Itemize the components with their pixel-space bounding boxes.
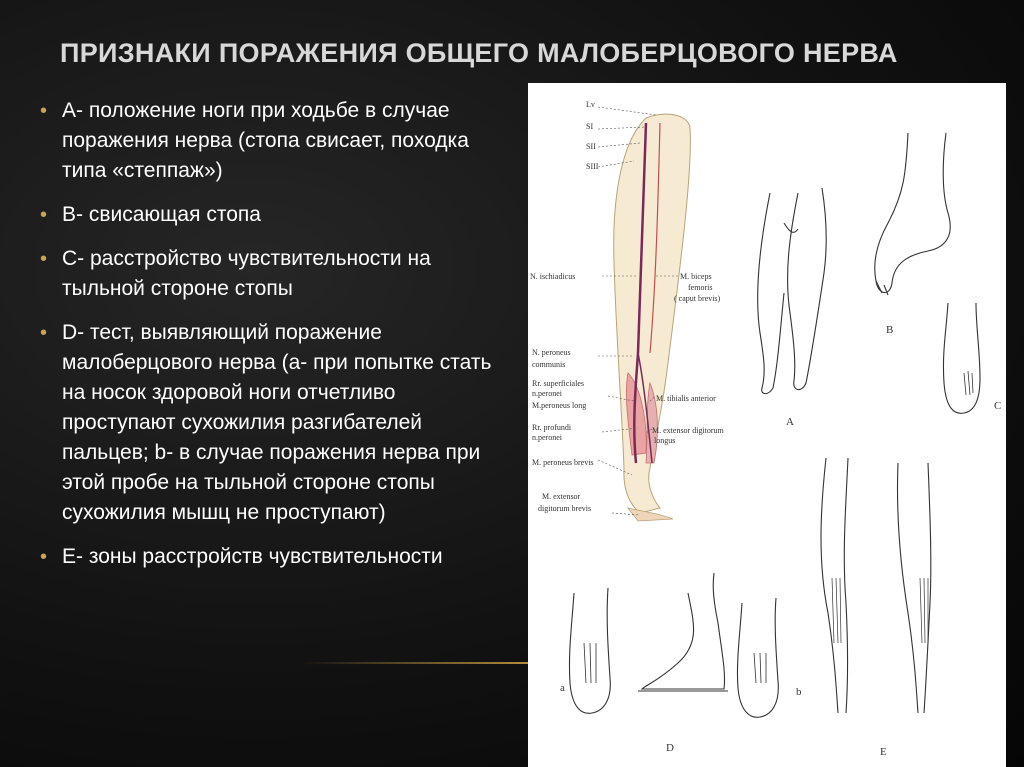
panel-letter-b-lower: b <box>796 686 802 698</box>
foot-sensory-drawing <box>943 303 980 413</box>
label-m-extensor-digitorum: M. extensor digitorum <box>652 426 724 435</box>
label-rr-profundi: Rr. profundi <box>532 423 572 432</box>
bullet-text: E- зоны расстройств чувствительности <box>62 545 443 568</box>
panel-letter-d: D <box>666 742 674 754</box>
label-m-tibialis-anterior: M. tibialis anterior <box>656 394 716 403</box>
label-femoris: femoris <box>688 283 713 292</box>
bullet-text: A- положение ноги при ходьбе в случае поражения нерва (стопа свисает, походка типа «степпаж») <box>62 99 469 182</box>
bullet-item-a <box>36 96 514 186</box>
bullet-icon: • <box>40 322 48 344</box>
legs-walking-drawing <box>758 188 827 394</box>
bullet-icon: • <box>40 248 48 270</box>
label-n-peronei-sup: n.peronei <box>532 389 562 398</box>
test-feet-drawing <box>569 573 778 717</box>
panel-letter-e: E <box>880 746 887 758</box>
hanging-foot-drawing <box>875 133 950 295</box>
bullet-item-d <box>36 318 514 528</box>
label-communis: communis <box>532 360 566 369</box>
root-labels <box>586 100 599 171</box>
anatomy-labels-left <box>530 272 594 513</box>
root-label-s1: SI <box>586 122 594 131</box>
root-label-s2: SII <box>586 142 596 151</box>
panel-letter-a-upper: A <box>786 416 794 428</box>
label-n-peroneus: N. peroneus <box>532 348 571 357</box>
bullet-icon: • <box>40 100 48 122</box>
panel-letter-b-upper: B <box>886 324 894 336</box>
bullet-list <box>36 96 514 586</box>
panel-letter-a-lower: a <box>560 682 565 694</box>
anatomy-illustration <box>528 83 1006 767</box>
label-rr-superficiales: Rr. superficiales <box>532 379 584 388</box>
bullet-text: C- расстройство чувствительности на тыльной стороне стопы <box>62 247 431 300</box>
root-label-lv: Lv <box>586 100 595 109</box>
label-m-peroneus-long: M.peroneus long <box>532 401 587 410</box>
label-n-ischiadicus: N. ischiadicus <box>530 272 576 281</box>
bullet-text: D- тест, выявляющий поражение малоберцового нерва (a- при попытке стать на носок здоровой ноги отчетливо проступают сухожилия разгибателей пальцев; b- в случае поражения нерва при этой пробе на тыльной стороне стопы сухожилия мышц не проступают) <box>62 321 492 524</box>
label-caput-brevis: ( caput brevis) <box>674 294 721 303</box>
slide-title: ПРИЗНАКИ ПОРАЖЕНИЯ ОБЩЕГО МАЛОБЕРЦОВОГО НЕРВА <box>60 38 898 68</box>
bullet-icon: • <box>40 204 48 226</box>
bullet-item-b <box>36 200 514 230</box>
anatomical-leg-drawing <box>614 114 691 521</box>
label-n-peronei-prof: n.peronei <box>532 433 562 442</box>
label-m-biceps: M. biceps <box>680 272 712 281</box>
label-digitorum-brevis: digitorum brevis <box>538 504 592 513</box>
root-label-s3: SIII <box>586 162 599 171</box>
label-longus: longus <box>654 436 676 445</box>
legs-sensory-zones-drawing <box>821 458 931 713</box>
bullet-icon: • <box>40 546 48 568</box>
bullet-text: B- свисающая стопа <box>62 203 261 226</box>
anatomy-figure <box>528 83 1006 767</box>
decorative-divider <box>300 662 528 664</box>
bullet-item-c <box>36 244 514 304</box>
label-m-peroneus-brevis: M. peroneus brevis <box>532 458 594 467</box>
label-m-extensor: M. extensor <box>542 492 581 501</box>
bullet-item-e <box>36 542 514 572</box>
panel-letter-c: C <box>994 400 1002 412</box>
